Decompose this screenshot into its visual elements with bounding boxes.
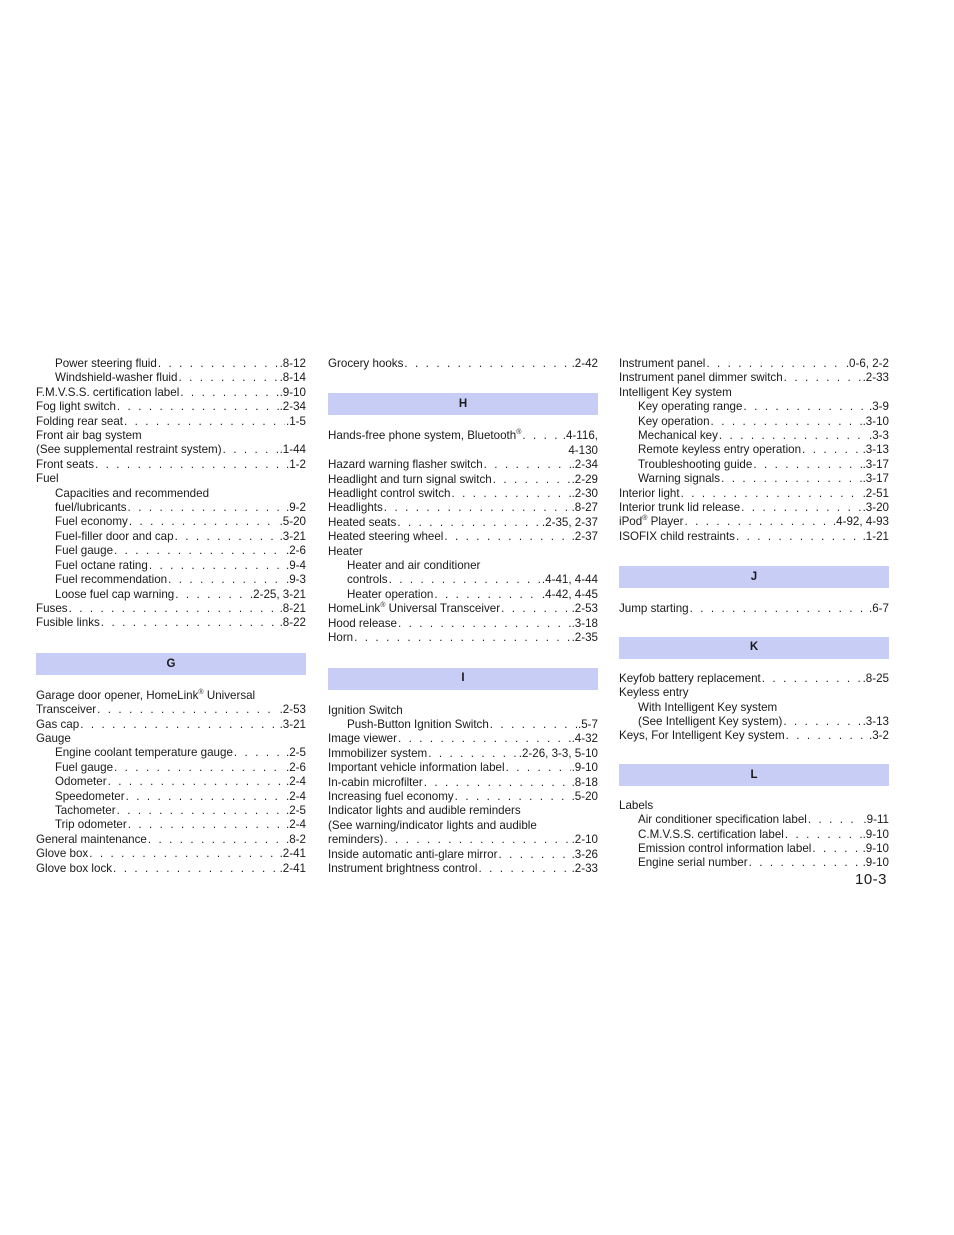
- index-entry[interactable]: Increasing fuel economy . . . .5-20: [328, 790, 598, 804]
- index-entry[interactable]: Transceiver . . . .2-53: [36, 703, 306, 717]
- index-entry[interactable]: Warning signals . . . .3-17: [619, 472, 889, 486]
- section-header-i: I: [328, 668, 598, 690]
- index-entry[interactable]: Key operating range . . . .3-9: [619, 400, 889, 414]
- index-entry[interactable]: Heated steering wheel . . . .2-37: [328, 530, 598, 544]
- index-entry[interactable]: Fuel octane rating . . . .9-4: [36, 559, 306, 573]
- index-term: Heater: [328, 544, 363, 558]
- index-term: Indicator lights and audible reminders: [328, 804, 521, 818]
- index-subterm: Heater and air conditioner: [347, 559, 481, 573]
- index-entry[interactable]: Instrument panel . . . .0-6, 2-2: [619, 357, 889, 371]
- index-column-2: [328, 357, 598, 876]
- index-entry[interactable]: controls . . . .4-41, 4-44: [328, 573, 598, 587]
- index-entry[interactable]: Glove box lock . . . .2-41: [36, 862, 306, 876]
- section-header-h: H: [328, 393, 598, 415]
- index-entry[interactable]: HomeLink® Universal Transceiver . . . .2-53: [328, 602, 598, 616]
- index-term: Labels: [619, 798, 654, 812]
- index-entry[interactable]: ISOFIX child restraints . . . .1-21: [619, 530, 889, 544]
- index-entry[interactable]: reminders) . . . .2-10: [328, 833, 598, 847]
- index-entry[interactable]: General maintenance . . . .8-2: [36, 833, 306, 847]
- index-entry[interactable]: Keyfob battery replacement . . . .8-25: [619, 672, 889, 686]
- index-entry[interactable]: Gas cap . . . .3-21: [36, 718, 306, 732]
- index-entry[interactable]: Emission control information label . . . .9-10: [619, 842, 889, 856]
- page-number: 10-3: [855, 871, 888, 888]
- index-entry[interactable]: iPod® Player . . . .4-92, 4-93: [619, 515, 889, 529]
- index-entry[interactable]: Fuel recommendation . . . .9-3: [36, 573, 306, 587]
- index-entry[interactable]: Engine coolant temperature gauge . . . .2-5: [36, 746, 306, 760]
- index-term: (See warning/indicator lights and audible: [328, 818, 537, 832]
- index-entry[interactable]: Key operation . . . .3-10: [619, 415, 889, 429]
- index-entry[interactable]: Headlight and turn signal switch . . . .2-29: [328, 473, 598, 487]
- index-entry[interactable]: (See Intelligent Key system) . . . .3-13: [619, 715, 889, 729]
- index-entry[interactable]: Important vehicle information label . . . .9-10: [328, 761, 598, 775]
- index-entry[interactable]: Headlights . . . .8-27: [328, 501, 598, 515]
- index-entry[interactable]: Glove box . . . .2-41: [36, 847, 306, 861]
- section-header-j: J: [619, 566, 889, 588]
- index-entry[interactable]: Headlight control switch . . . .2-30: [328, 487, 598, 501]
- index-entry[interactable]: Fuses . . . .8-21: [36, 602, 306, 616]
- index-entry[interactable]: Engine serial number . . . .9-10: [619, 856, 889, 870]
- index-entry[interactable]: Interior trunk lid release . . . .3-20: [619, 501, 889, 515]
- index-entry[interactable]: C.M.V.S.S. certification label . . . .9-10: [619, 828, 889, 842]
- index-entry[interactable]: fuel/lubricants . . . .9-2: [36, 501, 306, 515]
- index-entry[interactable]: Grocery hooks . . . .2-42: [328, 357, 598, 371]
- index-term: Gauge: [36, 731, 71, 745]
- index-entry[interactable]: Remote keyless entry operation . . . .3-13: [619, 443, 889, 457]
- index-entry[interactable]: Hood release . . . .3-18: [328, 617, 598, 631]
- index-entry[interactable]: Fuel economy . . . .5-20: [36, 515, 306, 529]
- index-term: Intelligent Key system: [619, 385, 732, 399]
- index-entry[interactable]: Fog light switch . . . .2-34: [36, 400, 306, 414]
- index-entry[interactable]: Keys, For Intelligent Key system . . . .3-2: [619, 729, 889, 743]
- index-entry[interactable]: Hands-free phone system, Bluetooth® . . . .4-116,: [328, 429, 598, 443]
- index-entry[interactable]: Front seats . . . .1-2: [36, 458, 306, 472]
- index-term: Keyless entry: [619, 686, 689, 700]
- index-entry[interactable]: Fuel-filler door and cap . . . .3-21: [36, 530, 306, 544]
- index-entry[interactable]: Push-Button Ignition Switch . . . .5-7: [328, 718, 598, 732]
- index-entry[interactable]: Air conditioner specification label . . . .9-11: [619, 813, 889, 827]
- index-entry[interactable]: Trip odometer . . . .2-4: [36, 818, 306, 832]
- index-entry[interactable]: Inside automatic anti-glare mirror . . . .3-26: [328, 848, 598, 862]
- index-entry[interactable]: Hazard warning flasher switch . . . .2-34: [328, 458, 598, 472]
- index-subterm: With Intelligent Key system: [638, 700, 778, 714]
- index-column-3: [619, 357, 889, 871]
- index-entry[interactable]: Interior light . . . .2-51: [619, 487, 889, 501]
- index-entry[interactable]: Jump starting . . . .6-7: [619, 602, 889, 616]
- index-entry[interactable]: Speedometer . . . .2-4: [36, 790, 306, 804]
- index-entry[interactable]: Immobilizer system . . . .2-26, 3-3, 5-10: [328, 747, 598, 761]
- index-entry[interactable]: Loose fuel cap warning . . . .2-25, 3-21: [36, 588, 306, 602]
- index-subterm: Capacities and recommended: [55, 486, 210, 500]
- index-page-ref: 4-130: [568, 443, 598, 457]
- index-term: Ignition Switch: [328, 703, 403, 717]
- index-entry[interactable]: Fusible links . . . .8-22: [36, 616, 306, 630]
- index-entry[interactable]: Instrument brightness control . . . .2-33: [328, 862, 598, 876]
- index-entry[interactable]: Troubleshooting guide . . . .3-17: [619, 458, 889, 472]
- index-term: Garage door opener, HomeLink® Universal: [36, 688, 256, 702]
- index-entry[interactable]: Heater operation . . . .4-42, 4-45: [328, 588, 598, 602]
- index-entry[interactable]: Horn . . . .2-35: [328, 631, 598, 645]
- index-entry[interactable]: (See supplemental restraint system) . . . .1-44: [36, 443, 306, 457]
- index-entry[interactable]: Power steering fluid . . . .8-12: [36, 357, 306, 371]
- index-entry[interactable]: Mechanical key . . . .3-3: [619, 429, 889, 443]
- section-header-k: K: [619, 637, 889, 659]
- index-entry[interactable]: Heated seats . . . .2-35, 2-37: [328, 516, 598, 530]
- index-entry[interactable]: Odometer . . . .2-4: [36, 775, 306, 789]
- index-column-1: [36, 357, 306, 876]
- index-entry[interactable]: Instrument panel dimmer switch . . . .2-33: [619, 371, 889, 385]
- index-entry[interactable]: Fuel gauge . . . .2-6: [36, 761, 306, 775]
- index-entry[interactable]: Windshield-washer fluid . . . .8-14: [36, 371, 306, 385]
- index-entry[interactable]: Folding rear seat . . . .1-5: [36, 415, 306, 429]
- index-entry[interactable]: In-cabin microfilter . . . .8-18: [328, 776, 598, 790]
- index-term: Front air bag system: [36, 429, 142, 443]
- index-term: Fuel: [36, 472, 59, 486]
- index-entry[interactable]: F.M.V.S.S. certification label . . . .9-10: [36, 386, 306, 400]
- index-entry[interactable]: Fuel gauge . . . .2-6: [36, 544, 306, 558]
- index-entry[interactable]: Tachometer . . . .2-5: [36, 804, 306, 818]
- section-header-g: G: [36, 653, 306, 675]
- index-entry[interactable]: Image viewer . . . .4-32: [328, 732, 598, 746]
- section-header-l: L: [619, 764, 889, 786]
